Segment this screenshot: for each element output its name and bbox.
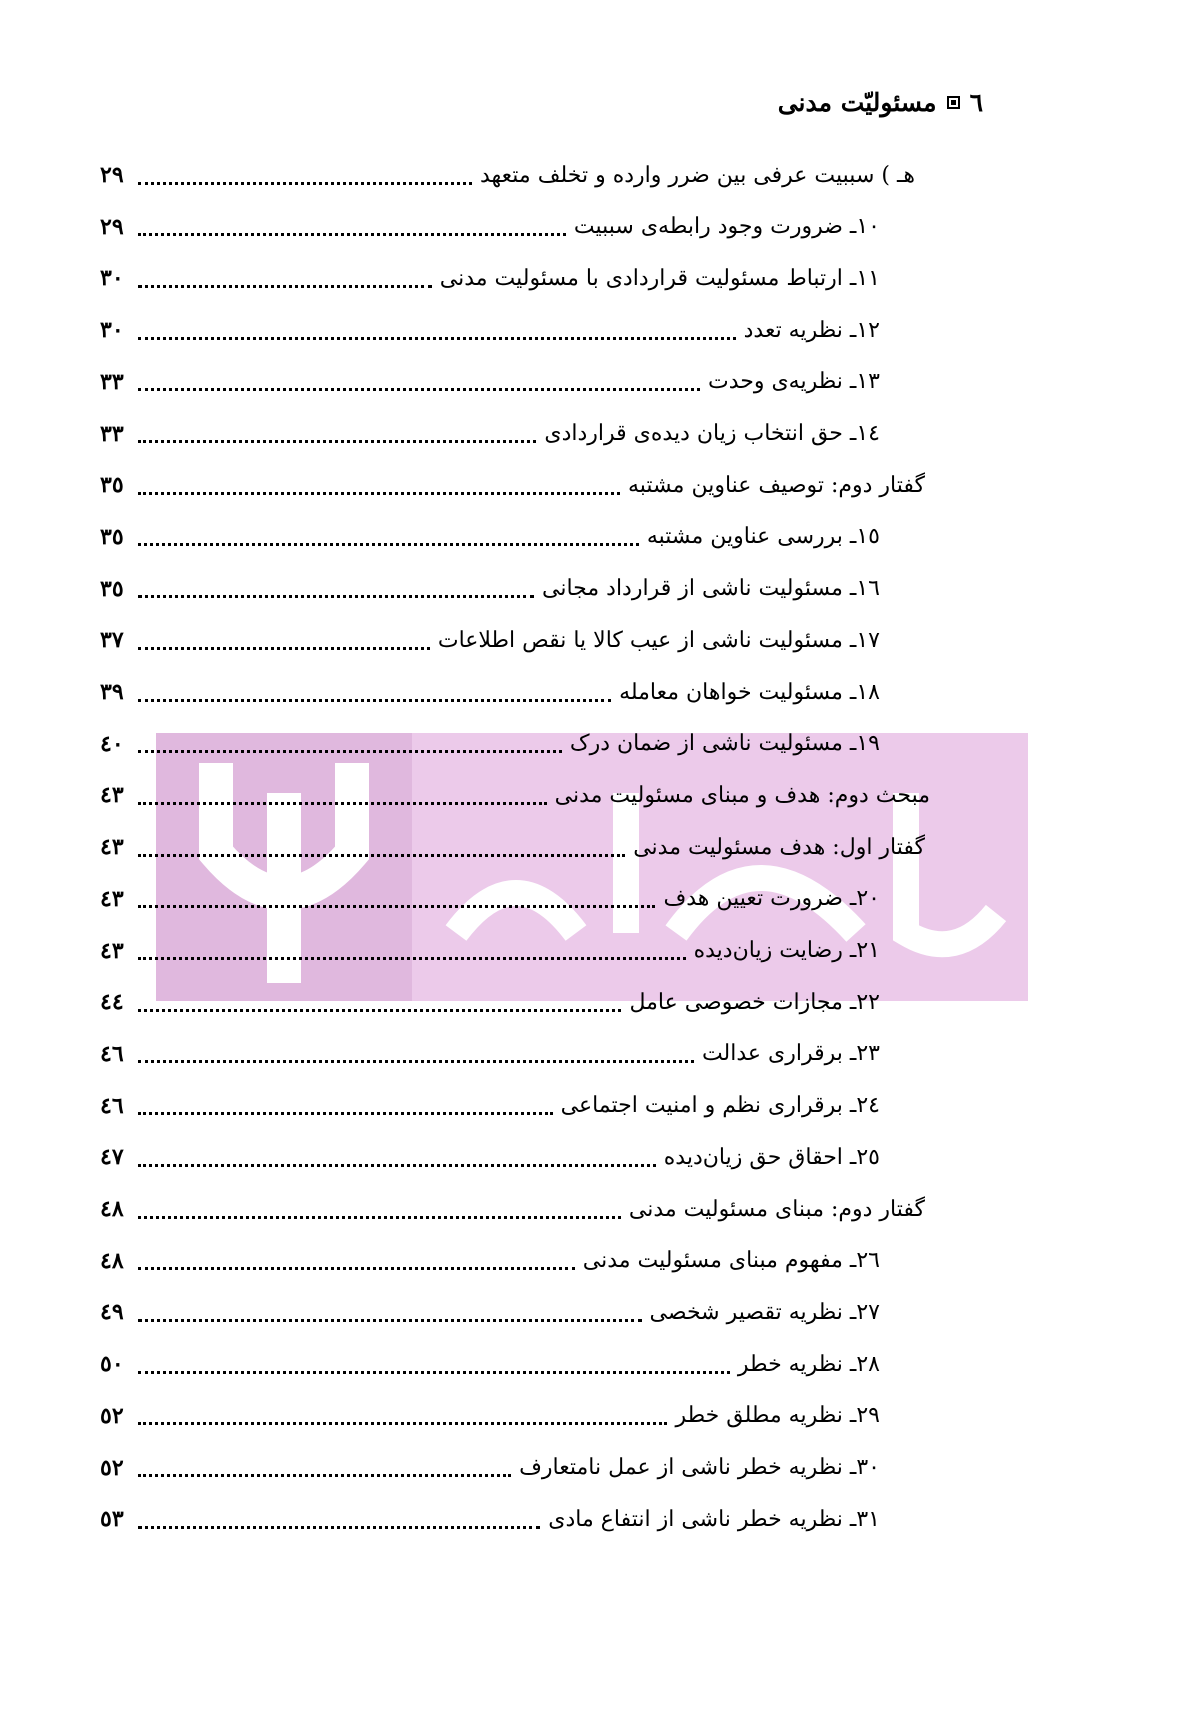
toc-entry-title: ٢٦ـ مفهوم مبنای مسئولیت مدنی xyxy=(582,1248,880,1274)
toc-entry-page: ٣٥ xyxy=(100,523,124,550)
toc-entry-page: ٤٤ xyxy=(100,989,124,1016)
dot-leader xyxy=(138,543,639,546)
toc-entry-page: ٤٣ xyxy=(100,834,124,861)
toc-entry-title: ١٥ـ بررسی عناوین مشتبه xyxy=(646,524,880,550)
toc-entry xyxy=(100,1189,925,1229)
book-title: مسئولیّت مدنی xyxy=(777,88,937,117)
toc-entry xyxy=(100,931,880,971)
toc-entry xyxy=(100,1292,880,1332)
page-number: ٦ xyxy=(969,88,983,117)
dot-leader xyxy=(138,233,566,236)
toc-entry-title: گفتار اول: هدف مسئولیت مدنی xyxy=(633,834,925,860)
toc-entry-title: ٢٠ـ ضرورت تعیین هدف xyxy=(663,886,880,912)
toc-entry xyxy=(100,827,925,867)
toc-entry xyxy=(100,155,915,195)
dot-leader xyxy=(138,440,536,443)
toc-entry-title: ٣٠ـ نظریه خطر ناشی از عمل نامتعارف xyxy=(519,1455,880,1480)
toc-entry-title: ٢١ـ رضایت زیان‌دیده xyxy=(693,938,880,963)
toc-entry xyxy=(100,672,880,712)
dot-leader xyxy=(138,905,655,908)
toc-entry-title: ٢٢ـ مجازات خصوصی عامل xyxy=(629,989,880,1015)
toc-entry xyxy=(100,1396,880,1436)
toc-entry-page: ٤٠ xyxy=(100,730,124,757)
dot-leader xyxy=(138,1371,730,1374)
dot-leader xyxy=(138,1319,642,1322)
toc-entry-page: ٤٦ xyxy=(100,1092,124,1119)
dot-leader xyxy=(138,492,620,495)
toc-entry xyxy=(100,1448,880,1488)
toc-entry xyxy=(100,362,880,402)
toc-entry-title: ٢٧ـ نظریه تقصیر شخصی xyxy=(649,1299,880,1325)
toc-entry-title: ١٨ـ مسئولیت خواهان معامله xyxy=(619,679,880,705)
toc-entry-page: ٤٨ xyxy=(100,1247,124,1274)
dot-leader xyxy=(138,1474,511,1477)
toc-entry-page: ٢٩ xyxy=(100,162,124,188)
toc-entry-page: ٥٢ xyxy=(100,1454,124,1481)
toc-entry-title: ٢٩ـ نظریه مطلق خطر xyxy=(675,1403,880,1429)
toc-entry-page: ٥٠ xyxy=(100,1351,124,1378)
toc-entry-page: ٣٩ xyxy=(100,679,124,705)
toc-entry xyxy=(100,465,925,505)
toc-entry-title: گفتار دوم: توصیف عناوین مشتبه xyxy=(627,472,925,498)
dot-leader xyxy=(138,388,700,391)
dot-leader xyxy=(138,1526,540,1529)
toc-entry-page: ٥٣ xyxy=(100,1506,124,1533)
toc-entry-page: ٤٣ xyxy=(100,937,124,964)
dot-leader xyxy=(138,802,547,805)
dot-leader xyxy=(138,1422,667,1425)
toc-entry-title: گفتار دوم: مبنای مسئولیت مدنی xyxy=(628,1196,925,1222)
toc-entry-title: ١٧ـ مسئولیت ناشی از عیب کالا یا نقص اطلاعات xyxy=(437,627,880,653)
toc-entry-page: ٤٣ xyxy=(100,885,124,912)
toc-entry-page: ٤٦ xyxy=(100,1040,124,1067)
toc-entry-title: ١١ـ ارتباط مسئولیت قراردادی با مسئولیت مدنی xyxy=(439,265,880,291)
toc-entry-page: ٣٣ xyxy=(100,368,124,395)
dot-leader xyxy=(138,1267,575,1270)
toc-entry-title: ٢٣ـ برقراری عدالت xyxy=(701,1041,880,1067)
toc-entry-title: ٢٨ـ نظریه خطر xyxy=(737,1351,880,1377)
dot-leader xyxy=(138,182,472,185)
toc-entry xyxy=(100,1034,880,1074)
toc-entry-page: ٣٥ xyxy=(100,472,124,499)
toc-entry xyxy=(100,1241,880,1281)
toc-entry xyxy=(100,879,880,919)
toc-entry xyxy=(100,207,880,247)
toc-entry-page: ٥٢ xyxy=(100,1402,124,1429)
toc-entry-title: ١٣ـ نظریه‌ی وحدت xyxy=(707,369,880,395)
toc-entry xyxy=(100,1344,880,1384)
toc-entry-title: ٢٥ـ احقاق حق زیان‌دیده xyxy=(663,1144,880,1170)
dot-leader xyxy=(138,337,736,340)
dot-leader xyxy=(138,1009,621,1012)
dot-leader xyxy=(138,750,562,753)
toc-entry-page: ٣٠ xyxy=(100,317,124,344)
toc-entry-title: ١٠ـ ضرورت وجود رابطه‌ی سببیت xyxy=(573,214,880,240)
toc-entry xyxy=(100,982,880,1022)
toc-entry-title: هـ ) سببیت عرفی بین ضرر وارده و تخلف متعهد xyxy=(479,162,915,188)
toc-entry-title: مبحث دوم: هدف و مبنای مسئولیت مدنی xyxy=(554,782,930,808)
toc-entry-page: ٤٩ xyxy=(100,1299,124,1326)
toc-entry xyxy=(100,258,880,298)
dot-leader xyxy=(138,595,534,598)
toc-entry xyxy=(100,569,880,609)
toc-entry xyxy=(100,414,880,454)
toc-entry xyxy=(100,1086,880,1126)
toc-entry xyxy=(100,310,880,350)
toc-entry xyxy=(100,775,930,815)
dot-leader xyxy=(138,957,686,960)
toc-entry-page: ٤٧ xyxy=(100,1144,124,1171)
toc-entry-title: ١٦ـ مسئولیت ناشی از قرارداد مجانی xyxy=(542,576,880,602)
toc-entry-title: ٢٤ـ برقراری نظم و امنیت اجتماعی xyxy=(560,1093,880,1119)
dot-leader xyxy=(138,1112,553,1115)
dot-leader xyxy=(138,854,625,857)
toc-entry-page: ٣٧ xyxy=(100,627,124,654)
dot-leader xyxy=(138,647,430,650)
dot-leader xyxy=(138,285,432,288)
toc-entry-page: ٣٠ xyxy=(100,265,124,292)
dot-leader xyxy=(138,1164,656,1167)
toc-entry-page: ٢٩ xyxy=(100,213,124,240)
toc-entry-page: ٤٨ xyxy=(100,1196,124,1222)
toc-entry-page: ٤٣ xyxy=(100,782,124,809)
dot-leader xyxy=(138,1216,621,1219)
dot-leader xyxy=(138,1060,694,1063)
toc-entry xyxy=(100,1499,880,1539)
dot-leader xyxy=(138,699,611,702)
toc-entry-title: ١٩ـ مسئولیت ناشی از ضمان درک xyxy=(569,731,880,757)
toc-entry xyxy=(100,517,880,557)
toc-entry-title: ١٤ـ حق انتخاب زیان دیده‌ی قراردادی xyxy=(544,421,880,446)
toc-entry-page: ٣٣ xyxy=(100,420,124,447)
toc-entry xyxy=(100,1137,880,1177)
toc-entry-page: ٣٥ xyxy=(100,575,124,602)
toc-entry-title: ١٢ـ نظریه تعدد xyxy=(743,317,880,343)
toc-entry-title: ٣١ـ نظریه خطر ناشی از انتفاع مادی xyxy=(548,1506,880,1532)
toc-entry xyxy=(100,620,880,660)
toc-entry xyxy=(100,724,880,764)
